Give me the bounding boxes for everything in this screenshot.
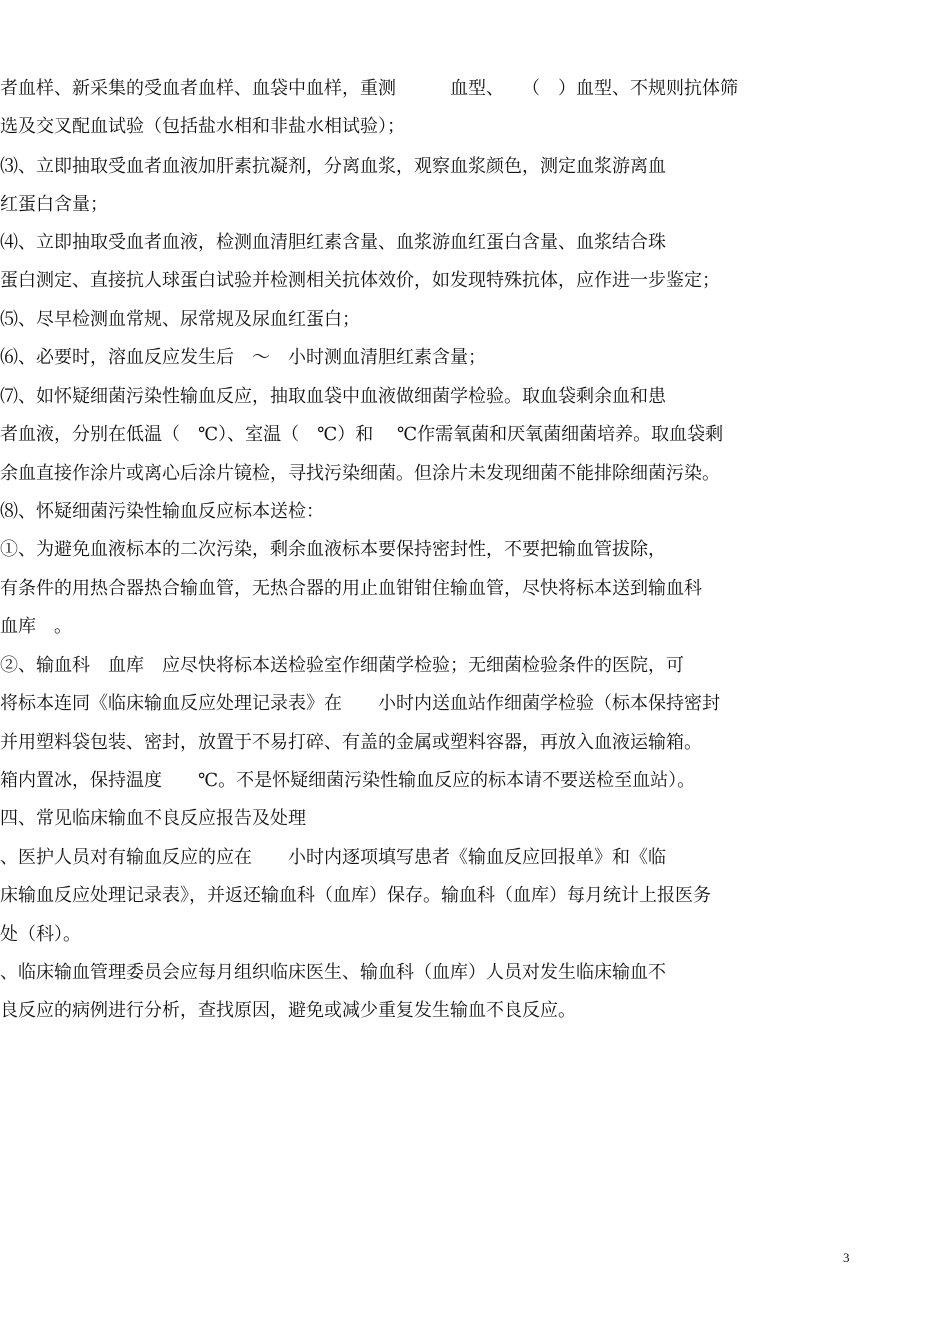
text-line: ①、为避免血液标本的二次污染，剩余血液标本要保持密封性，不要把输血管拔除， xyxy=(0,539,666,560)
page-number: 3 xyxy=(843,1250,850,1265)
text-line: ⑺、如怀疑细菌污染性输血反应，抽取血袋中血液做细菌学检验。取血袋剩余血和患 xyxy=(0,386,666,407)
text-line: 将标本连同《临床输血反应处理记录表》在 小时内送血站作细菌学检验（标本保持密封 xyxy=(0,693,720,714)
text-line: 处（科）。 xyxy=(0,924,81,945)
text-line: 、临床输血管理委员会应每月组织临床医生、输血科（血库）人员对发生临床输血不 xyxy=(0,962,666,983)
text-line: 红蛋白含量； xyxy=(0,194,108,215)
text-line: 并用塑料袋包装、密封，放置于不易打碎、有盖的金属或塑料容器，再放入血液运输箱。 xyxy=(0,732,702,753)
text-line: 余血直接作涂片或离心后涂片镜检，寻找污染细菌。但涂片未发现细菌不能排除细菌污染。 xyxy=(0,463,720,484)
text-line: 箱内置冰，保持温度 ℃。不是怀疑细菌污染性输血反应的标本请不要送检至血站）。 xyxy=(0,770,696,791)
text-line: ⑹、必要时，溶血反应发生后 ～ 小时测血清胆红素含量； xyxy=(0,347,486,368)
text-line: 、医护人员对有输血反应的应在 小时内逐项填写患者《输血反应回报单》和《临 xyxy=(0,847,666,868)
text-line: ⑸、尽早检测血常规、尿常规及尿血红蛋白； xyxy=(0,309,360,330)
text-line: 选及交叉配血试验（包括盐水相和非盐水相试验）； xyxy=(0,116,405,137)
text-line: 良反应的病例进行分析，查找原因，避免或减少重复发生输血不良反应。 xyxy=(0,1000,576,1021)
text-line: 血库 。 xyxy=(0,616,72,637)
text-line: ⑶、立即抽取受血者血液加肝素抗凝剂，分离血浆，观察血浆颜色，测定血浆游离血 xyxy=(0,156,666,177)
text-line: ②、输血科 血库 应尽快将标本送检验室作细菌学检验；无细菌检验条件的医院，可 xyxy=(0,655,684,676)
text-line: 床输血反应处理记录表》，并返还输血科（血库）保存。输血科（血库）每月统计上报医务 xyxy=(0,885,711,906)
text-line: 者血样、新采集的受血者血样、血袋中血样，重测 血型、 （ ）血型、不规则抗体筛 xyxy=(0,78,738,99)
text-line: 者血液，分别在低温（ ℃）、室温（ ℃）和 ℃作需氧菌和厌氧菌细菌培养。取血袋剩 xyxy=(0,424,724,445)
text-line: 有条件的用热合器热合输血管，无热合器的用止血钳钳住输血管，尽快将标本送到输血科 xyxy=(0,578,702,599)
text-line: ⑻、怀疑细菌污染性输血反应标本送检： xyxy=(0,501,324,522)
section-heading: 四、常见临床输血不良反应报告及处理 xyxy=(0,808,306,829)
text-line: 蛋白测定、直接抗人球蛋白试验并检测相关抗体效价，如发现特殊抗体，应作进一步鉴定； xyxy=(0,270,720,291)
text-line: ⑷、立即抽取受血者血液，检测血清胆红素含量、血浆游血红蛋白含量、血浆结合珠 xyxy=(0,232,666,253)
